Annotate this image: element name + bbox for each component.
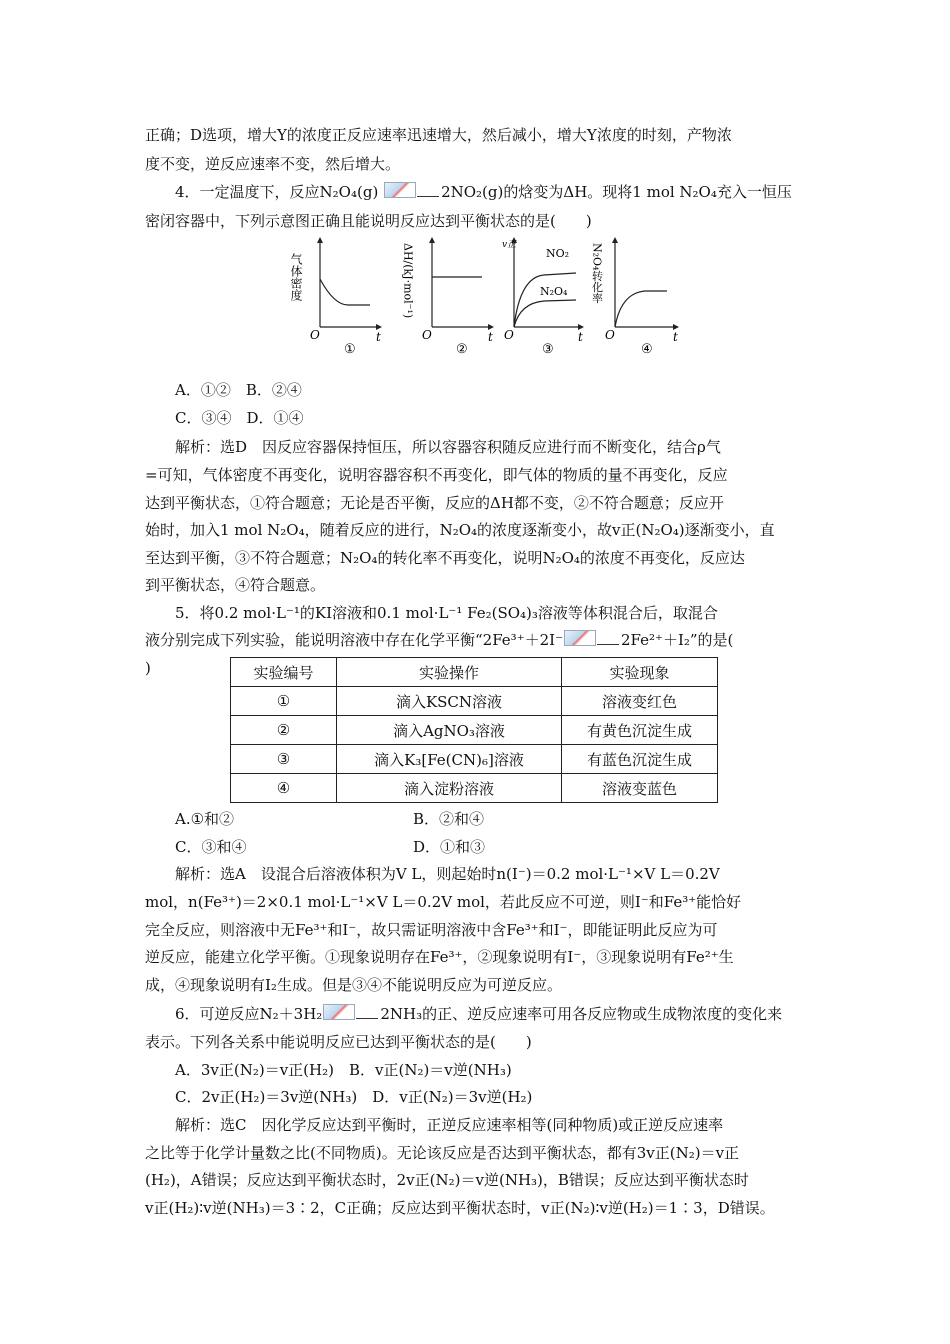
table-cell: 有蓝色沉淀生成 — [562, 745, 718, 774]
equilibrium-arrow-icon — [323, 1004, 355, 1020]
question-4-graphs — [290, 237, 690, 357]
table-cell: ① — [231, 687, 337, 716]
text-line: 表示。下列各关系中能说明反应已达到平衡状态的是( ) — [145, 1033, 532, 1051]
graph-4-number: ④ — [641, 342, 653, 357]
table-cell: ② — [231, 716, 337, 745]
graph-1-origin: O — [310, 328, 320, 342]
question-5-option-d: D．①和③ — [413, 838, 486, 856]
graph-2-xlabel: t — [488, 330, 493, 344]
explanation-line: 到平衡状态，④符合题意。 — [145, 576, 326, 594]
table-header-row — [231, 658, 718, 687]
graph-1-ylabel: 气体密度 — [289, 253, 303, 301]
explanation-line: (H₂)，A错误；反应达到平衡状态时，2v正(N₂)＝v逆(NH₃)，B错误；反应达到平衡状态时 — [145, 1171, 749, 1189]
graph-3-xlabel: t — [578, 330, 583, 344]
explanation-line: 逆反应，能建立化学平衡。①现象说明存在Fe³⁺，②现象说明有I⁻，③现象说明有Fe²⁺生 — [145, 948, 734, 966]
explanation-line: 达到平衡状态，①符合题意；无论是否平衡，反应的ΔH都不变，②不符合题意；反应开 — [145, 494, 724, 512]
graph-3 — [500, 237, 585, 357]
text-line: 密闭容器中，下列示意图正确且能说明反应达到平衡状态的是( ) — [145, 212, 592, 230]
table-row — [231, 745, 718, 774]
graph-4-ylabel: N₂O₄转化率 — [590, 243, 604, 304]
explanation-line: 始时，加入1 mol N₂O₄，随着反应的进行，N₂O₄的浓度逐渐变小，故v正(N₂O₄)逐渐变小，直 — [145, 521, 775, 539]
question-6-options-cd: C．2v正(H₂)＝3v逆(NH₃) D．v正(N₂)＝3v逆(H₂) — [175, 1088, 533, 1106]
graph-2-ylabel: ΔH/(kJ·mol⁻¹) — [401, 243, 415, 319]
question-5-stem: 液分别完成下列实验，能说明溶液中存在化学平衡“2Fe³⁺＋2I⁻ 2Fe²⁺＋I₂”的是( — [145, 631, 734, 649]
graph-4 — [590, 237, 680, 357]
table-cell: 滴入AgNO₃溶液 — [337, 716, 562, 745]
text-line: 度不变，逆反应速率不变，然后增大。 — [145, 155, 401, 173]
table-row — [231, 716, 718, 745]
question-4-options-cd: C．③④ D．①④ — [175, 409, 304, 427]
table-header: 实验编号 — [231, 658, 337, 687]
conversion-graph — [590, 237, 690, 357]
graph-2-origin: O — [422, 328, 432, 342]
graph-4-xlabel: t — [673, 330, 678, 344]
graph-2-number: ② — [456, 342, 468, 357]
graph-3-ylabel: v正 — [502, 240, 517, 250]
n2o4-label: N₂O₄ — [540, 285, 568, 298]
no2-label: NO₂ — [546, 247, 570, 260]
density-curve — [320, 279, 370, 305]
table-header: 实验现象 — [562, 658, 718, 687]
question-5-option-b: B．②和④ — [413, 810, 485, 828]
question-6-options-ab: A．3v正(N₂)＝v正(H₂) B．v正(N₂)＝v逆(NH₃) — [175, 1061, 512, 1079]
graph-2 — [401, 237, 493, 357]
equilibrium-blank — [417, 184, 439, 197]
table-header: 实验操作 — [337, 658, 562, 687]
n2o4-curve — [514, 300, 576, 327]
equilibrium-blank — [356, 1006, 378, 1019]
graph-3-origin: O — [504, 328, 514, 342]
graph-1-number: ① — [344, 342, 356, 357]
graph-1 — [289, 237, 381, 357]
table-cell: 滴入K₃[Fe(CN)₆]溶液 — [337, 745, 562, 774]
text-line: 正确；D选项，增大Y的浓度正反应速率迅速增大，然后减小，增大Y浓度的时刻，产物浓 — [145, 126, 732, 144]
question-5-option-c: C．③和④ — [175, 838, 247, 856]
explanation-line: 解析：选C 因化学反应达到平衡时，正逆反应速率相等(同种物质)或正逆反应速率 — [175, 1116, 724, 1134]
explanation-line: 完全反应，则溶液中无Fe³⁺和I⁻，故只需证明溶液中含Fe³⁺和I⁻，即能证明此反应为可 — [145, 921, 718, 939]
enthalpy-graph — [402, 237, 497, 357]
explanation-line: v正(H₂)∶v逆(NH₃)＝3∶2，C正确；反应达到平衡状态时，v正(N₂)∶v逆(H₂)＝1∶3，D错误。 — [145, 1199, 775, 1217]
experiment-table — [230, 657, 718, 803]
question-5-stem: 5．将0.2 mol·L⁻¹的KI溶液和0.1 mol·L⁻¹ Fe₂(SO₄)₃溶液等体积混合后，取混合 — [175, 604, 718, 622]
explanation-line: 解析：选A 设混合后溶液体积为V L，则起始时n(I⁻)＝0.2 mol·L⁻¹×V L＝0.2V — [175, 865, 720, 883]
explanation-line: 之比等于化学计量数之比(不同物质)。无论该反应是否达到平衡状态，都有3v正(N₂)＝v正 — [145, 1144, 740, 1162]
table-row — [231, 687, 718, 716]
text-line: ) — [145, 659, 151, 677]
question-4-stem: 4．一定温度下，反应N₂O₄(g) 2NO₂(g)的焓变为ΔH。现将1 mol N₂O₄充入一恒压 — [175, 183, 792, 201]
explanation-line: 至达到平衡，③不符合题意；N₂O₄的转化率不再变化，说明N₂O₄的浓度不再变化，反应达 — [145, 549, 745, 567]
equilibrium-blank — [597, 632, 619, 645]
equilibrium-arrow-icon — [384, 182, 416, 198]
graph-1-xlabel: t — [376, 330, 381, 344]
equilibrium-arrow-icon — [564, 630, 596, 646]
table-row — [231, 774, 718, 803]
conversion-curve — [615, 291, 667, 327]
table-cell: 溶液变蓝色 — [562, 774, 718, 803]
explanation-line: mol，n(Fe³⁺)＝2×0.1 mol·L⁻¹×V L＝0.2V mol，若此反应不可逆，则I⁻和Fe³⁺能恰好 — [145, 893, 742, 911]
question-6-stem: 6．可逆反应N₂＋3H₂ 2NH₃的正、逆反应速率可用各反应物或生成物浓度的变化来 — [175, 1005, 783, 1023]
table-cell: 滴入KSCN溶液 — [337, 687, 562, 716]
table-cell: ③ — [231, 745, 337, 774]
question-5-option-a: A.①和② — [175, 810, 235, 828]
question-4-options-ab: A．①② B．②④ — [175, 381, 302, 399]
rate-graph — [500, 237, 595, 357]
graph-4-origin: O — [605, 328, 615, 342]
graph-3-number: ③ — [542, 342, 554, 357]
table-cell: 溶液变红色 — [562, 687, 718, 716]
table-cell: 有黄色沉淀生成 — [562, 716, 718, 745]
table-cell: ④ — [231, 774, 337, 803]
density-graph — [290, 237, 385, 357]
table-cell: 滴入淀粉溶液 — [337, 774, 562, 803]
explanation-line: 成，④现象说明有I₂生成。但是③④不能说明反应为可逆反应。 — [145, 976, 562, 994]
explanation-line: =可知，气体密度不再变化，说明容器容积不再变化，即气体的物质的量不再变化，反应 — [145, 466, 728, 484]
explanation-line: 解析：选D 因反应容器保持恒压，所以容器容积随反应进行而不断变化，结合ρ气 — [175, 438, 721, 456]
